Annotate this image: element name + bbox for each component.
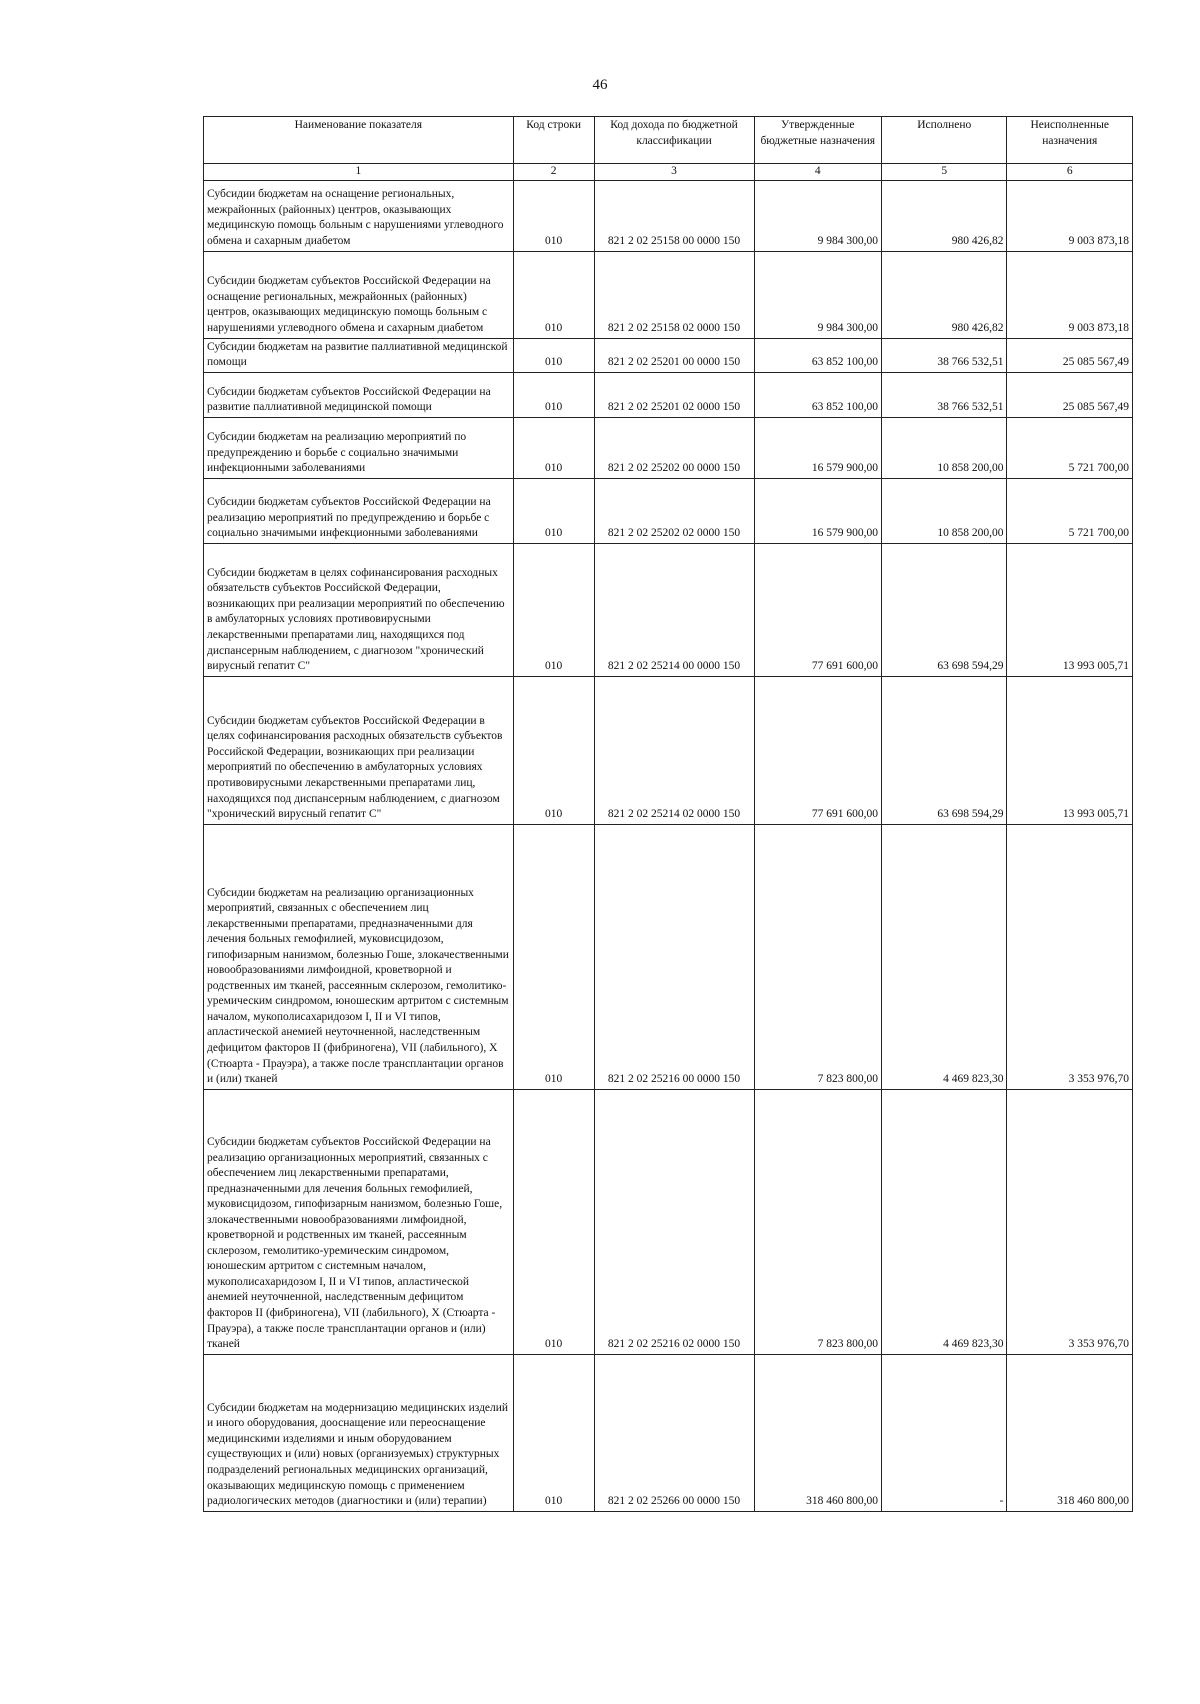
indicator-name: Субсидии бюджетам субъектов Российской Федерации в целях софинансирования расходных обязательств субъектов Российской Федерации, возникающих при реализации мероприятий по обеспечению в амбулаторных условиях противовирусными лекарственными препаратами лиц, находящихся под диспансерным наблюдением, с диагнозом "хронический вирусный гепатит С" <box>204 676 514 824</box>
budget-execution-table <box>203 116 1133 1512</box>
executed-amount: 38 766 532,51 <box>882 372 1007 417</box>
indicator-name: Субсидии бюджетам на модернизацию медицинских изделий и иного оборудования, дооснащение или переоснащение медицинскими изделиями и иным оборудованием существующих и (или) новых (организуемых) структурных подразделений региональных медицинских организаций, оказывающих медицинскую помощь с применением радиологических методов (диагностики и (или) терапии) <box>204 1354 514 1511</box>
table-row <box>204 1089 1133 1354</box>
income-code: 821 2 02 25201 00 0000 150 <box>594 338 754 372</box>
income-code: 821 2 02 25214 02 0000 150 <box>594 676 754 824</box>
approved-amount: 318 460 800,00 <box>754 1354 882 1511</box>
indicator-name: Субсидии бюджетам субъектов Российской Федерации на развитие паллиативной медицинской помощи <box>204 372 514 417</box>
table-row <box>204 478 1133 543</box>
column-number: 5 <box>882 164 1007 181</box>
column-number-row <box>204 164 1133 181</box>
header-row-code: Код строки <box>513 117 594 164</box>
unexecuted-amount: 5 721 700,00 <box>1007 417 1133 478</box>
unexecuted-amount: 13 993 005,71 <box>1007 543 1133 676</box>
income-code: 821 2 02 25216 00 0000 150 <box>594 824 754 1089</box>
column-number: 3 <box>594 164 754 181</box>
approved-amount: 9 984 300,00 <box>754 251 882 338</box>
row-code: 010 <box>513 251 594 338</box>
table-row <box>204 417 1133 478</box>
income-code: 821 2 02 25202 00 0000 150 <box>594 417 754 478</box>
income-code: 821 2 02 25202 02 0000 150 <box>594 478 754 543</box>
approved-amount: 7 823 800,00 <box>754 824 882 1089</box>
indicator-name: Субсидии бюджетам субъектов Российской Федерации на реализацию мероприятий по предупреждению и борьбе с социально значимыми инфекционными заболеваниями <box>204 478 514 543</box>
indicator-name: Субсидии бюджетам на развитие паллиативной медицинской помощи <box>204 338 514 372</box>
executed-amount: 4 469 823,30 <box>882 824 1007 1089</box>
table-row <box>204 180 1133 251</box>
unexecuted-amount: 9 003 873,18 <box>1007 180 1133 251</box>
executed-amount: 10 858 200,00 <box>882 478 1007 543</box>
unexecuted-amount: 5 721 700,00 <box>1007 478 1133 543</box>
header-approved: Утвержденные бюджетные назначения <box>754 117 882 164</box>
indicator-name: Субсидии бюджетам на реализацию организационных мероприятий, связанных с обеспечением лиц лекарственными препаратами, предназначенными для лечения больных гемофилией, муковисцидозом, гипофизарным нанизмом, болезнью Гоше, злокачественными новообразованиями лимфоидной, кроветворной и родственных им тканей, рассеянным склерозом, гемолитико-уремическим синдромом, юношеским артритом с системным началом, мукополисахаридозом I, II и VI типов, апластической анемией неуточненной, наследственным дефицитом факторов II (фибриногена), VII (лабильного), X (Стюарта - Прауэра), а также после трансплантации органов и (или) тканей <box>204 824 514 1089</box>
row-code: 010 <box>513 338 594 372</box>
table-row <box>204 676 1133 824</box>
row-code: 010 <box>513 1089 594 1354</box>
column-number: 4 <box>754 164 882 181</box>
unexecuted-amount: 9 003 873,18 <box>1007 251 1133 338</box>
header-income-code: Код дохода по бюджетной классификации <box>594 117 754 164</box>
row-code: 010 <box>513 372 594 417</box>
indicator-name: Субсидии бюджетам на оснащение региональных, межрайонных (районных) центров, оказывающих медицинскую помощь больным с нарушениями углеводного обмена и сахарным диабетом <box>204 180 514 251</box>
row-code: 010 <box>513 180 594 251</box>
executed-amount: 980 426,82 <box>882 251 1007 338</box>
income-code: 821 2 02 25158 00 0000 150 <box>594 180 754 251</box>
executed-amount: 63 698 594,29 <box>882 543 1007 676</box>
header-executed: Исполнено <box>882 117 1007 164</box>
indicator-name: Субсидии бюджетам на реализацию мероприятий по предупреждению и борьбе с социально значимыми инфекционными заболеваниями <box>204 417 514 478</box>
table-row <box>204 338 1133 372</box>
income-code: 821 2 02 25201 02 0000 150 <box>594 372 754 417</box>
row-code: 010 <box>513 478 594 543</box>
income-code: 821 2 02 25214 00 0000 150 <box>594 543 754 676</box>
row-code: 010 <box>513 417 594 478</box>
executed-amount: 63 698 594,29 <box>882 676 1007 824</box>
row-code: 010 <box>513 1354 594 1511</box>
income-code: 821 2 02 25216 02 0000 150 <box>594 1089 754 1354</box>
row-code: 010 <box>513 676 594 824</box>
column-number: 2 <box>513 164 594 181</box>
executed-amount: 10 858 200,00 <box>882 417 1007 478</box>
row-code: 010 <box>513 543 594 676</box>
unexecuted-amount: 25 085 567,49 <box>1007 338 1133 372</box>
approved-amount: 7 823 800,00 <box>754 1089 882 1354</box>
approved-amount: 63 852 100,00 <box>754 372 882 417</box>
executed-amount: 38 766 532,51 <box>882 338 1007 372</box>
approved-amount: 16 579 900,00 <box>754 417 882 478</box>
approved-amount: 77 691 600,00 <box>754 543 882 676</box>
executed-amount: - <box>882 1354 1007 1511</box>
approved-amount: 16 579 900,00 <box>754 478 882 543</box>
income-code: 821 2 02 25158 02 0000 150 <box>594 251 754 338</box>
header-unexecuted: Неисполненные назначения <box>1007 117 1133 164</box>
header-row <box>204 117 1133 164</box>
table-row <box>204 251 1133 338</box>
approved-amount: 63 852 100,00 <box>754 338 882 372</box>
unexecuted-amount: 3 353 976,70 <box>1007 1089 1133 1354</box>
income-code: 821 2 02 25266 00 0000 150 <box>594 1354 754 1511</box>
page-number: 46 <box>592 77 608 93</box>
row-code: 010 <box>513 824 594 1089</box>
approved-amount: 77 691 600,00 <box>754 676 882 824</box>
unexecuted-amount: 25 085 567,49 <box>1007 372 1133 417</box>
executed-amount: 4 469 823,30 <box>882 1089 1007 1354</box>
executed-amount: 980 426,82 <box>882 180 1007 251</box>
approved-amount: 9 984 300,00 <box>754 180 882 251</box>
unexecuted-amount: 318 460 800,00 <box>1007 1354 1133 1511</box>
table-row <box>204 372 1133 417</box>
unexecuted-amount: 3 353 976,70 <box>1007 824 1133 1089</box>
indicator-name: Субсидии бюджетам субъектов Российской Федерации на оснащение региональных, межрайонных (районных) центров, оказывающих медицинскую помощь больным с нарушениями углеводного обмена и сахарным диабетом <box>204 251 514 338</box>
indicator-name: Субсидии бюджетам в целях софинансирования расходных обязательств субъектов Российской Федерации, возникающих при реализации мероприятий по обеспечению в амбулаторных условиях противовирусными лекарственными препаратами лиц, находящихся под диспансерным наблюдением, с диагнозом "хронический вирусный гепатит С" <box>204 543 514 676</box>
table-row <box>204 824 1133 1089</box>
column-number: 6 <box>1007 164 1133 181</box>
indicator-name: Субсидии бюджетам субъектов Российской Федерации на реализацию организационных мероприятий, связанных с обеспечением лиц лекарственными препаратами, предназначенными для лечения больных гемофилией, муковисцидозом, гипофизарным нанизмом, болезнью Гоше, злокачественными новообразованиями лимфоидной, кроветворной и родственных им тканей, рассеянным склерозом, гемолитико-уремическим синдромом, юношеским артритом с системным началом, мукополисахаридозом I, II и VI типов, апластической анемией неуточненной, наследственным дефицитом факторов II (фибриногена), VII (лабильного), X (Стюарта - Прауэра), а также после трансплантации органов и (или) тканей <box>204 1089 514 1354</box>
column-number: 1 <box>204 164 514 181</box>
unexecuted-amount: 13 993 005,71 <box>1007 676 1133 824</box>
table-row <box>204 1354 1133 1511</box>
header-indicator-name: Наименование показателя <box>204 117 514 164</box>
table-row <box>204 543 1133 676</box>
